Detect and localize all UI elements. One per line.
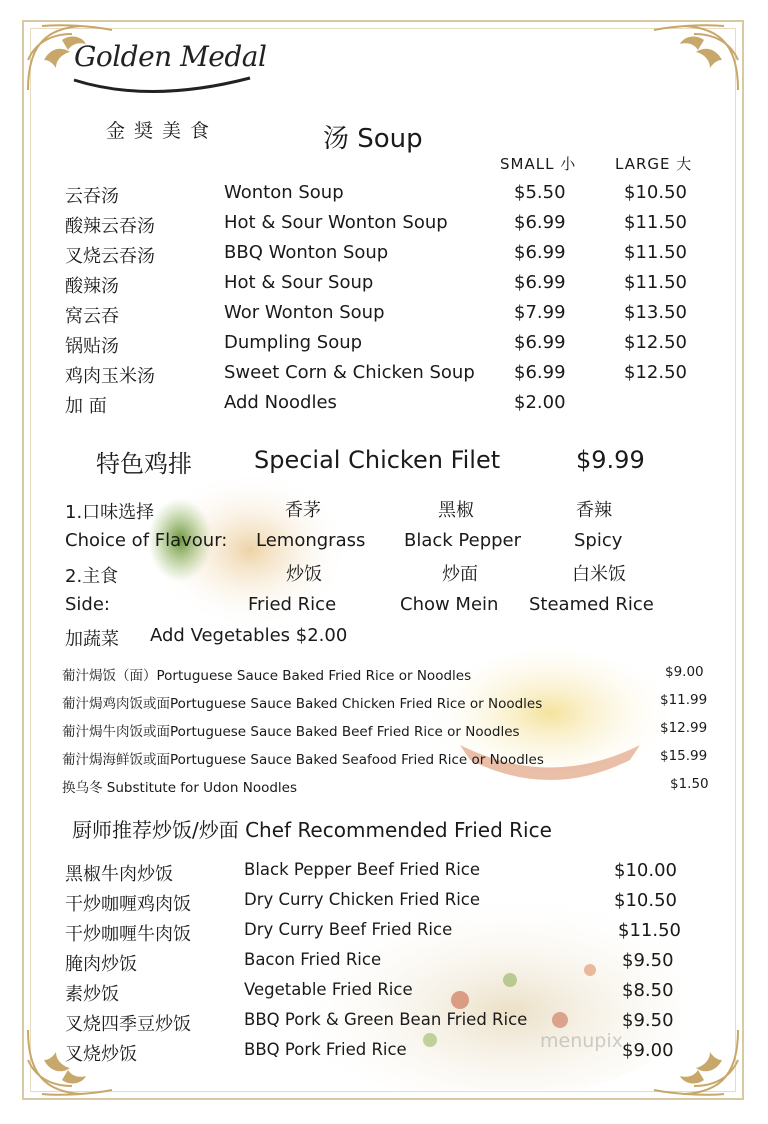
item-chinese-name: 锅贴汤	[65, 336, 119, 357]
item-english-name: Wonton Soup	[224, 182, 344, 203]
item-price: $9.00	[622, 1040, 674, 1061]
item-chinese-name: 云吞汤	[65, 186, 119, 207]
item-price: $9.50	[622, 950, 674, 971]
item-chinese-name: 干炒咖喱牛肉饭	[65, 924, 191, 945]
item-price: $12.99	[660, 720, 708, 736]
corner-ornament-icon	[648, 20, 744, 96]
soup-row	[0, 332, 768, 362]
item-chinese-name: 叉烧四季豆炒饭	[65, 1014, 191, 1035]
item-chinese-name: 酸辣云吞汤	[65, 216, 155, 237]
chef-row	[0, 890, 768, 920]
item-english-name: Add Noodles	[224, 392, 337, 413]
flavour-option-chinese: 黑椒	[438, 500, 474, 521]
item-english-name: Dumpling Soup	[224, 332, 363, 353]
item-price: $10.00	[614, 860, 677, 881]
chicken-price: $9.99	[576, 446, 645, 474]
item-chinese-name: 腌肉炒饭	[65, 954, 137, 975]
item-price: $9.50	[622, 1010, 674, 1031]
large-price: $10.50	[624, 182, 687, 203]
item-price: $1.50	[670, 776, 709, 792]
item-name: 葡汁焗牛肉饭或面Portuguese Sauce Baked Beef Fried Rice or Noodles	[62, 724, 520, 740]
small-price: $6.99	[514, 242, 566, 263]
item-price: $10.50	[614, 890, 677, 911]
add-vegetables-english: Add Vegetables $2.00	[150, 625, 348, 646]
chef-row	[0, 920, 768, 950]
soup-row	[0, 392, 768, 422]
item-price: $9.00	[665, 664, 704, 680]
chef-row	[0, 1010, 768, 1040]
soup-row	[0, 212, 768, 242]
flavour-option-english: Lemongrass	[256, 530, 366, 551]
item-chinese-name: 酸辣汤	[65, 276, 119, 297]
soup-row	[0, 362, 768, 392]
chef-row	[0, 980, 768, 1010]
small-price: $6.99	[514, 212, 566, 233]
chef-section-title: 厨师推荐炒饭/炒面 Chef Recommended Fried Rice	[72, 818, 552, 842]
side-option-english: Fried Rice	[248, 594, 337, 615]
flavour-label-chinese: 1.口味选择	[65, 502, 155, 523]
item-name: 葡汁焗饭（面）Portuguese Sauce Baked Fried Rice or Noodles	[62, 668, 472, 684]
item-english-name: BBQ Pork & Green Bean Fried Rice	[244, 1010, 528, 1029]
small-size-header: SMALL 小	[500, 155, 577, 173]
soup-section-title: 汤 Soup	[323, 124, 423, 154]
flavour-option-chinese: 香茅	[285, 500, 321, 521]
item-chinese-name: 干炒咖喱鸡肉饭	[65, 894, 191, 915]
small-price: $6.99	[514, 332, 566, 353]
side-label-chinese: 2.主食	[65, 566, 119, 587]
flavour-option-english: Spicy	[574, 530, 623, 551]
item-english-name: Dry Curry Beef Fried Rice	[244, 920, 453, 939]
item-english-name: Dry Curry Chicken Fried Rice	[244, 890, 481, 909]
side-option-english: Steamed Rice	[529, 594, 654, 615]
chicken-title-chinese: 特色鸡排	[96, 450, 192, 478]
item-english-name: Hot & Sour Soup	[224, 272, 374, 293]
item-english-name: Bacon Fried Rice	[244, 950, 382, 969]
item-english-name: Vegetable Fried Rice	[244, 980, 413, 999]
item-name: 葡汁焗海鲜饭或面Portuguese Sauce Baked Seafood Fried Rice or Noodles	[62, 752, 544, 768]
item-chinese-name: 叉烧云吞汤	[65, 246, 155, 267]
small-price: $2.00	[514, 392, 566, 413]
item-chinese-name: 窝云吞	[65, 306, 119, 327]
small-price: $6.99	[514, 362, 566, 383]
small-price: $7.99	[514, 302, 566, 323]
flavour-option-english: Black Pepper	[404, 530, 522, 551]
item-name: 葡汁焗鸡肉饭或面Portuguese Sauce Baked Chicken Fried Rice or Noodles	[62, 696, 543, 712]
large-price: $11.50	[624, 242, 687, 263]
chicken-title-english: Special Chicken Filet	[254, 446, 501, 474]
item-name: 换乌冬 Substitute for Udon Noodles	[62, 780, 297, 796]
small-price: $5.50	[514, 182, 566, 203]
side-label-english: Side:	[65, 594, 110, 615]
item-english-name: Sweet Corn & Chicken Soup	[224, 362, 475, 383]
item-chinese-name: 素炒饭	[65, 984, 119, 1005]
item-price: $15.99	[660, 748, 708, 764]
large-price: $11.50	[624, 272, 687, 293]
chef-row	[0, 950, 768, 980]
item-chinese-name: 鸡肉玉米汤	[65, 366, 155, 387]
flavour-option-chinese: 香辣	[576, 500, 612, 521]
item-english-name: Hot & Sour Wonton Soup	[224, 212, 448, 233]
restaurant-logo: Golden Medal	[74, 40, 267, 73]
large-size-header: LARGE 大	[615, 155, 693, 173]
soup-row	[0, 242, 768, 272]
item-price: $11.50	[618, 920, 681, 941]
item-chinese-name: 加 面	[65, 396, 107, 417]
chef-row	[0, 860, 768, 890]
large-price: $12.50	[624, 332, 687, 353]
item-english-name: Wor Wonton Soup	[224, 302, 385, 323]
brand-chinese-name: 金奨美食	[106, 120, 219, 142]
side-option-chinese: 炒面	[442, 564, 478, 585]
item-chinese-name: 叉烧炒饭	[65, 1044, 137, 1065]
logo-swoosh-icon	[70, 70, 260, 100]
large-price: $11.50	[624, 212, 687, 233]
soup-row	[0, 302, 768, 332]
soup-row	[0, 272, 768, 302]
item-price: $11.99	[660, 692, 708, 708]
item-english-name: Black Pepper Beef Fried Rice	[244, 860, 481, 879]
item-english-name: BBQ Pork Fried Rice	[244, 1040, 407, 1059]
large-price: $13.50	[624, 302, 687, 323]
watermark: menupix	[540, 1030, 623, 1052]
soup-row	[0, 182, 768, 212]
item-english-name: BBQ Wonton Soup	[224, 242, 389, 263]
item-price: $8.50	[622, 980, 674, 1001]
small-price: $6.99	[514, 272, 566, 293]
side-option-english: Chow Mein	[400, 594, 499, 615]
large-price: $12.50	[624, 362, 687, 383]
flavour-label-english: Choice of Flavour:	[65, 530, 228, 551]
add-vegetables-chinese: 加蔬菜	[65, 629, 119, 650]
side-option-chinese: 白米饭	[572, 564, 626, 585]
side-option-chinese: 炒饭	[286, 564, 322, 585]
item-chinese-name: 黑椒牛肉炒饭	[65, 864, 173, 885]
chef-row	[0, 1040, 768, 1070]
